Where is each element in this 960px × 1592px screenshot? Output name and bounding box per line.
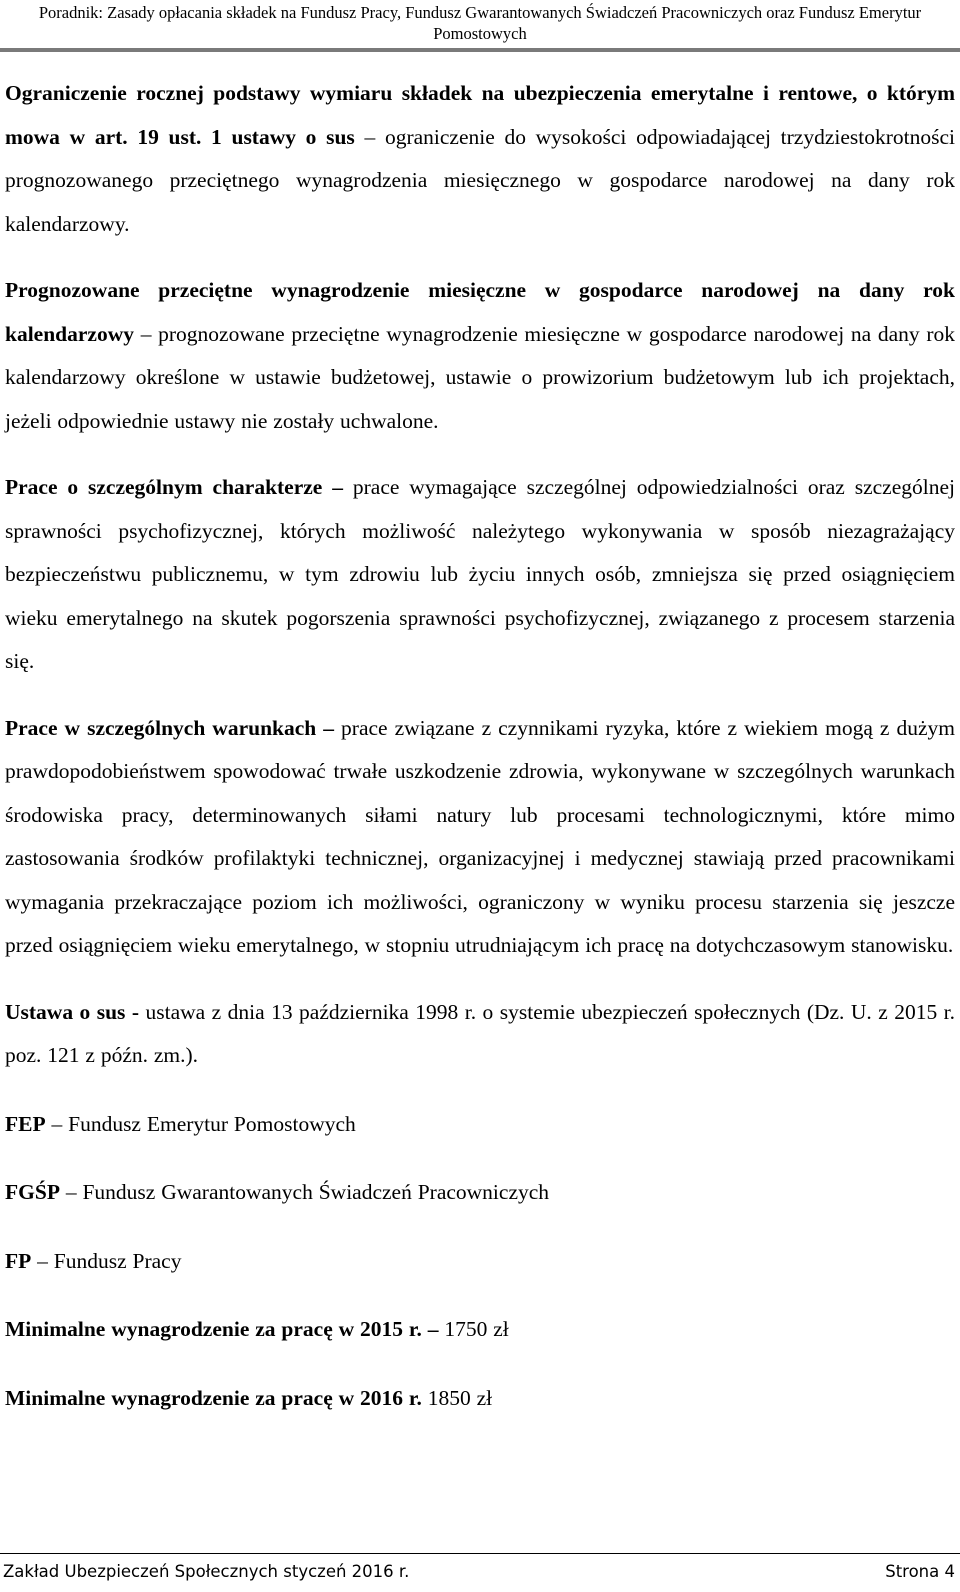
glossary-entry-ograniczenie: [5, 72, 955, 246]
entry-separator: –: [354, 124, 385, 149]
footer-divider: [0, 1553, 960, 1554]
glossary-entry-fep: [5, 1103, 955, 1147]
header-divider: [0, 48, 960, 52]
page-number: Strona 4: [885, 1562, 955, 1581]
entry-term: Prognozowane przeciętne wynagrodzenie miesięczne w gospodarce narodowej na dany rok kalendarzowy: [5, 278, 955, 346]
entry-definition: 1850 zł: [427, 1385, 493, 1410]
entry-definition: Fundusz Gwarantowanych Świadczeń Pracowniczych: [82, 1180, 550, 1204]
glossary-content: [5, 72, 955, 1420]
entry-definition: prognozowane przeciętne wynagrodzenie miesięczne w gospodarce narodowej na dany rok kalendarzowy określone w ustawie budżetowej, ustawie o prowizorium budżetowym lub ich projektach, jeżeli odpowiednie ustawy nie zostały uchwalone.: [5, 321, 956, 433]
entry-term: Prace o szczególnym charakterze –: [5, 475, 343, 499]
entry-separator: –: [45, 1111, 69, 1136]
entry-term: Minimalne wynagrodzenie za pracę w 2016 r.: [5, 1385, 422, 1410]
running-header-title: Poradnik: Zasady opłacania składek na Fundusz Pracy, Fundusz Gwarantowanych Świadczeń Pracowniczych oraz Fundusz Emerytur Pomostowych: [38, 3, 922, 43]
entry-separator: –: [31, 1248, 54, 1273]
glossary-entry-min-wage-2016: [5, 1377, 955, 1421]
entry-definition: prace wymagające szczególnej odpowiedzialności oraz szczególnej sprawności psychofizycznej, których możliwość należytego wykonywania w sposób niezagrażający bezpieczeństwu publicznemu, w tym zdrowiu lub życiu innych osób, zmniejsza się przed osiągnięciem wieku emerytalnego na skutek pogorszenia sprawności psychofizycznej, związanego z procesem starzenia się.: [5, 475, 955, 673]
entry-term: Ograniczenie rocznej podstawy wymiaru składek na ubezpieczenia emerytalne i rentowe, o którym mowa w art. 19 ust. 1 ustawy o sus: [5, 81, 955, 149]
glossary-entry-ustawa-sus: [5, 991, 955, 1078]
entry-separator: [343, 475, 353, 499]
footer-publisher: Zakład Ubezpieczeń Społecznych styczeń 2016 r.: [3, 1562, 410, 1581]
entry-term: FP: [5, 1248, 32, 1273]
glossary-entry-fgsp: [5, 1171, 955, 1215]
entry-term: Minimalne wynagrodzenie za pracę w 2015 r. –: [5, 1317, 439, 1341]
entry-term: FGŚP: [5, 1180, 60, 1204]
running-header: [0, 0, 960, 44]
entry-term: FEP: [5, 1111, 46, 1136]
glossary-entry-fp: [5, 1240, 955, 1284]
entry-definition: ograniczenie do wysokości odpowiadającej trzydziestokrotności prognozowanego przeciętnego wynagrodzenia miesięcznego w gospodarce narodowej na dany rok kalendarzowy.: [5, 124, 956, 236]
glossary-entry-prace-charakter: [5, 466, 955, 684]
entry-separator: [334, 716, 341, 740]
entry-definition: Fundusz Pracy: [53, 1248, 182, 1273]
entry-definition: prace związane z czynnikami ryzyka, które z wiekiem mogą z dużym prawdopodobieństwem spowodować trwałe uszkodzenie zdrowia, wykonywane w szczególnych warunkach środowiska pracy, determinowanych siłami natury lub procesami technologicznymi, które mimo zastosowania środków profilaktyki technicznej, organizacyjnej i medycznej stawiają przed pracownikami wymagania przekraczające poziom ich możliwości, ograniczony w wyniku procesu starzenia się jeszcze przed osiągnięciem wieku emerytalnego, w stopniu utrudniającym ich pracę na dotychczasowym stanowisku.: [5, 715, 956, 957]
entry-separator: –: [59, 1180, 83, 1204]
entry-definition: 1750 zł: [444, 1317, 509, 1341]
entry-definition: ustawa z dnia 13 października 1998 r. o systemie ubezpieczeń społecznych (Dz. U. z 2015 r. poz. 121 z późn. zm.).: [5, 999, 956, 1067]
entry-term: Ustawa o sus -: [5, 999, 140, 1024]
entry-definition: Fundusz Emerytur Pomostowych: [68, 1111, 356, 1136]
glossary-entry-min-wage-2015: [5, 1308, 955, 1352]
entry-term: Prace w szczególnych warunkach –: [5, 715, 335, 740]
entry-separator: –: [134, 321, 159, 346]
glossary-entry-prace-warunki: [5, 707, 955, 968]
glossary-entry-prognozowane: [5, 269, 955, 443]
